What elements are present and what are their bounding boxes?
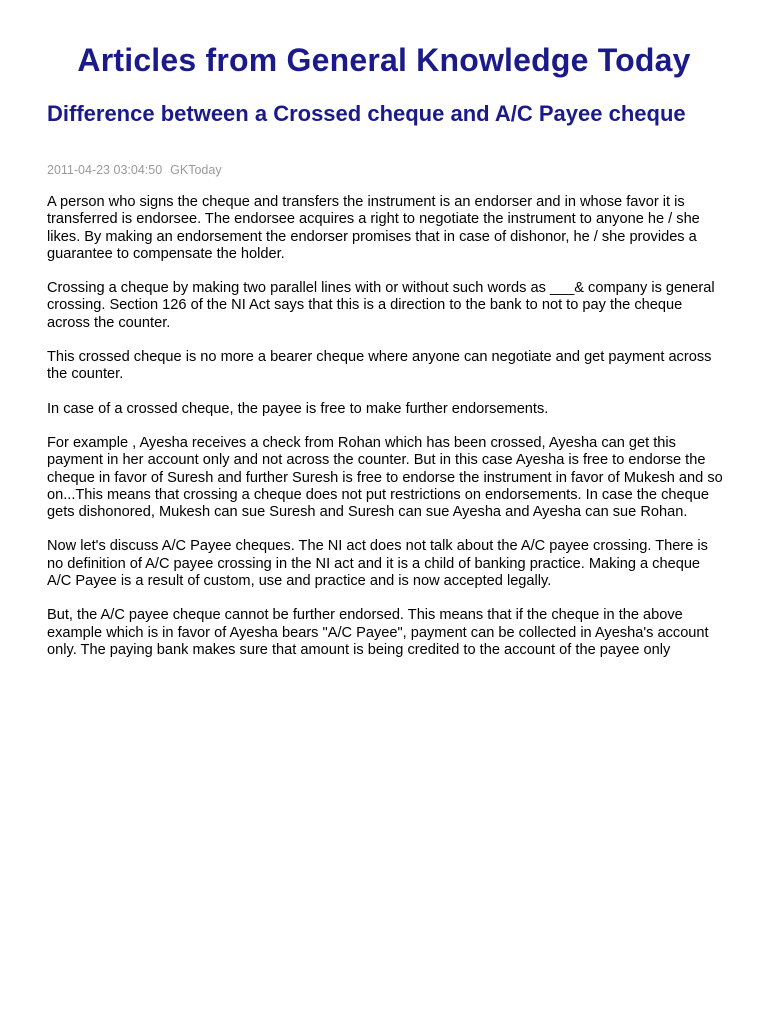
site-title: Articles from General Knowledge Today [77,42,691,78]
body-paragraph: For example , Ayesha receives a check from Rohan which has been crossed, Ayesha can get this payment in her account only and not across the counter. But in this case Ayesha is free to endorse the cheque in favor of Suresh and further Suresh is free to endorse the instrument in favor of Mukesh and so on...This means that crossing a cheque does not put restrictions on endorsements. In case the cheque gets dishonored, Mukesh can sue Suresh and Suresh can sue Ayesha and Ayesha can sue Rohan. [47,434,723,521]
body-paragraph: This crossed cheque is no more a bearer cheque where anyone can negotiate and get payment across the counter. [47,349,712,383]
body-paragraph: In case of a crossed cheque, the payee is free to make further endorsements. [47,400,549,417]
article-author: GKToday [170,163,222,177]
article-meta [47,162,222,178]
article-date: 2011-04-23 03:04:50 [47,163,163,177]
body-paragraph: But, the A/C payee cheque cannot be further endorsed. This means that if the cheque in the above example which is in favor of Ayesha bears "A/C Payee", payment can be collected in Ayesha's account only. The paying bank makes sure that amount is being credited to the account of the payee only [47,607,709,658]
body-paragraph: Crossing a cheque by making two parallel lines with or without such words as ___& company is general crossing. Section 126 of the NI Act says that this is a direction to the bank to not to pay the cheque across the counter. [47,280,715,331]
body-paragraph: Now let's discuss A/C Payee cheques. The NI act does not talk about the A/C payee crossing. There is no definition of A/C payee crossing in the NI act and it is a child of banking practice. Making a cheque A/C Payee is a result of custom, use and practice and is now accepted legally. [47,538,708,590]
body-paragraph: A person who signs the cheque and transfers the instrument is an endorser and in whose favor it is transferred is endorsee. The endorsee acquires a right to negotiate the instrument to anyone he / she likes. By making an endorsement the endorser promises that in case of dishonor, he / she provides a guarantee to compensate the holder. [47,194,700,262]
article-title: Difference between a Crossed cheque and A/C Payee cheque [47,101,686,126]
article-body [47,194,727,676]
